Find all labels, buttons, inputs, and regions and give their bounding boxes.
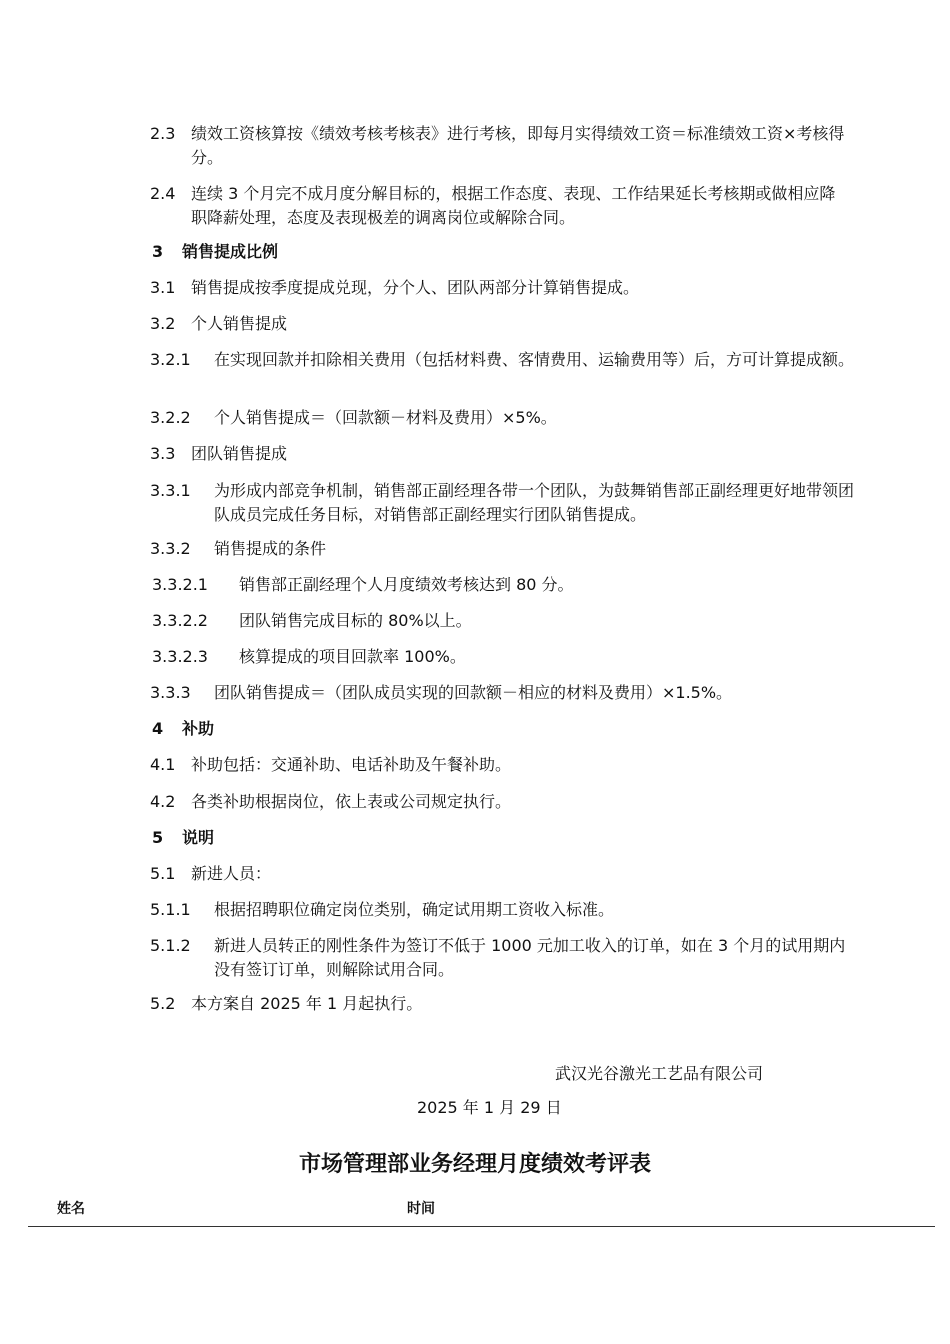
clause-text: 绩效工资核算按《绩效考核考核表》进行考核，即每月实得绩效工资＝标准绩效工资×考核得分。	[191, 124, 845, 167]
section-title: 说明	[182, 828, 215, 847]
clause-3-2-1	[150, 348, 860, 372]
company-signature: 武汉光谷激光工艺品有限公司	[555, 1064, 764, 1083]
clause-number: 4.2	[150, 792, 176, 811]
form-title: 市场管理部业务经理月度绩效考评表	[298, 1152, 651, 1177]
clause-number: 4.1	[150, 755, 176, 774]
clause-number: 2.4	[150, 184, 176, 203]
clause-number: 3.3.2.1	[152, 575, 208, 594]
section-title: 补助	[182, 719, 215, 738]
clause-number: 3.3.1	[150, 481, 191, 500]
clause-3-3-3	[150, 681, 862, 705]
clause-text: 补助包括：交通补助、电话补助及午餐补助。	[191, 755, 512, 774]
clause-text: 根据招聘职位确定岗位类别，确定试用期工资收入标准。	[214, 900, 615, 919]
form-header-divider	[28, 1226, 935, 1227]
clause-number: 5.2	[150, 994, 176, 1013]
section-3-heading	[152, 240, 752, 264]
clause-text: 个人销售提成＝（回款额－材料及费用）×5%。	[214, 408, 557, 427]
section-5-heading	[152, 826, 752, 850]
clause-text: 在实现回款并扣除相关费用（包括材料费、客情费用、运输费用等）后，方可计算提成额。	[214, 350, 855, 369]
clause-number: 3.3.2.3	[152, 647, 208, 666]
clause-3-2-2	[150, 406, 860, 430]
clause-5-1	[150, 862, 860, 886]
clause-number: 3.3	[150, 444, 176, 463]
clause-text: 销售提成的条件	[214, 539, 327, 558]
section-number: 3	[152, 242, 164, 261]
clause-number: 3.2.2	[150, 408, 191, 427]
clause-3-3-2	[150, 537, 860, 561]
clause-number: 5.1.1	[150, 900, 191, 919]
clause-number: 5.1.2	[150, 936, 191, 955]
clause-5-1-2	[150, 934, 860, 982]
clause-5-2	[150, 992, 860, 1016]
name-field-label: 姓名	[57, 1201, 85, 1217]
clause-3-3-1	[150, 479, 862, 527]
clause-text: 本方案自 2025 年 1 月起执行。	[191, 994, 423, 1013]
clause-number: 3.3.2.2	[152, 611, 208, 630]
clause-4-2	[150, 790, 860, 814]
clause-number: 2.3	[150, 124, 176, 143]
signature-date: 2025 年 1 月 29 日	[417, 1098, 562, 1117]
clause-2-3	[150, 122, 860, 170]
clause-3-3-2-2	[152, 609, 860, 633]
clause-text: 个人销售提成	[191, 314, 288, 333]
clause-text: 连续 3 个月完不成月度分解目标的，根据工作态度、表现、工作结果延长考核期或做相应降职降薪处理，态度及表现极差的调离岗位或解除合同。	[191, 184, 836, 227]
clause-2-4	[150, 182, 860, 230]
clause-text: 团队销售完成目标的 80%以上。	[239, 611, 472, 630]
clause-text: 销售提成按季度提成兑现，分个人、团队两部分计算销售提成。	[191, 278, 640, 297]
clause-number: 3.2.1	[150, 350, 191, 369]
clause-number: 3.1	[150, 278, 176, 297]
clause-text: 为形成内部竞争机制，销售部正副经理各带一个团队，为鼓舞销售部正副经理更好地带领团队成员完成任务目标，对销售部正副经理实行团队销售提成。	[214, 481, 855, 524]
clause-4-1	[150, 753, 860, 777]
section-4-heading	[152, 717, 752, 741]
clause-3-2	[150, 312, 860, 336]
clause-text: 团队销售提成＝（团队成员实现的回款额－相应的材料及费用）×1.5%。	[214, 683, 733, 702]
section-number: 4	[152, 719, 164, 738]
clause-3-3-2-3	[152, 645, 860, 669]
clause-text: 新进人员转正的刚性条件为签订不低于 1000 元加工收入的订单，如在 3 个月的试用期内没有签订订单，则解除试用合同。	[214, 936, 846, 979]
time-field-label: 时间	[407, 1201, 435, 1217]
clause-text: 销售部正副经理个人月度绩效考核达到 80 分。	[239, 575, 574, 594]
clause-number: 3.2	[150, 314, 176, 333]
clause-3-3	[150, 442, 860, 466]
section-title: 销售提成比例	[182, 242, 279, 261]
clause-text: 团队销售提成	[191, 444, 288, 463]
clause-5-1-1	[150, 898, 860, 922]
clause-3-3-2-1	[152, 573, 860, 597]
section-number: 5	[152, 828, 164, 847]
clause-text: 新进人员：	[191, 864, 272, 883]
clause-number: 3.3.3	[150, 683, 191, 702]
clause-number: 3.3.2	[150, 539, 191, 558]
clause-text: 核算提成的项目回款率 100%。	[239, 647, 466, 666]
clause-3-1	[150, 276, 860, 300]
clause-text: 各类补助根据岗位，依上表或公司规定执行。	[191, 792, 512, 811]
clause-number: 5.1	[150, 864, 176, 883]
